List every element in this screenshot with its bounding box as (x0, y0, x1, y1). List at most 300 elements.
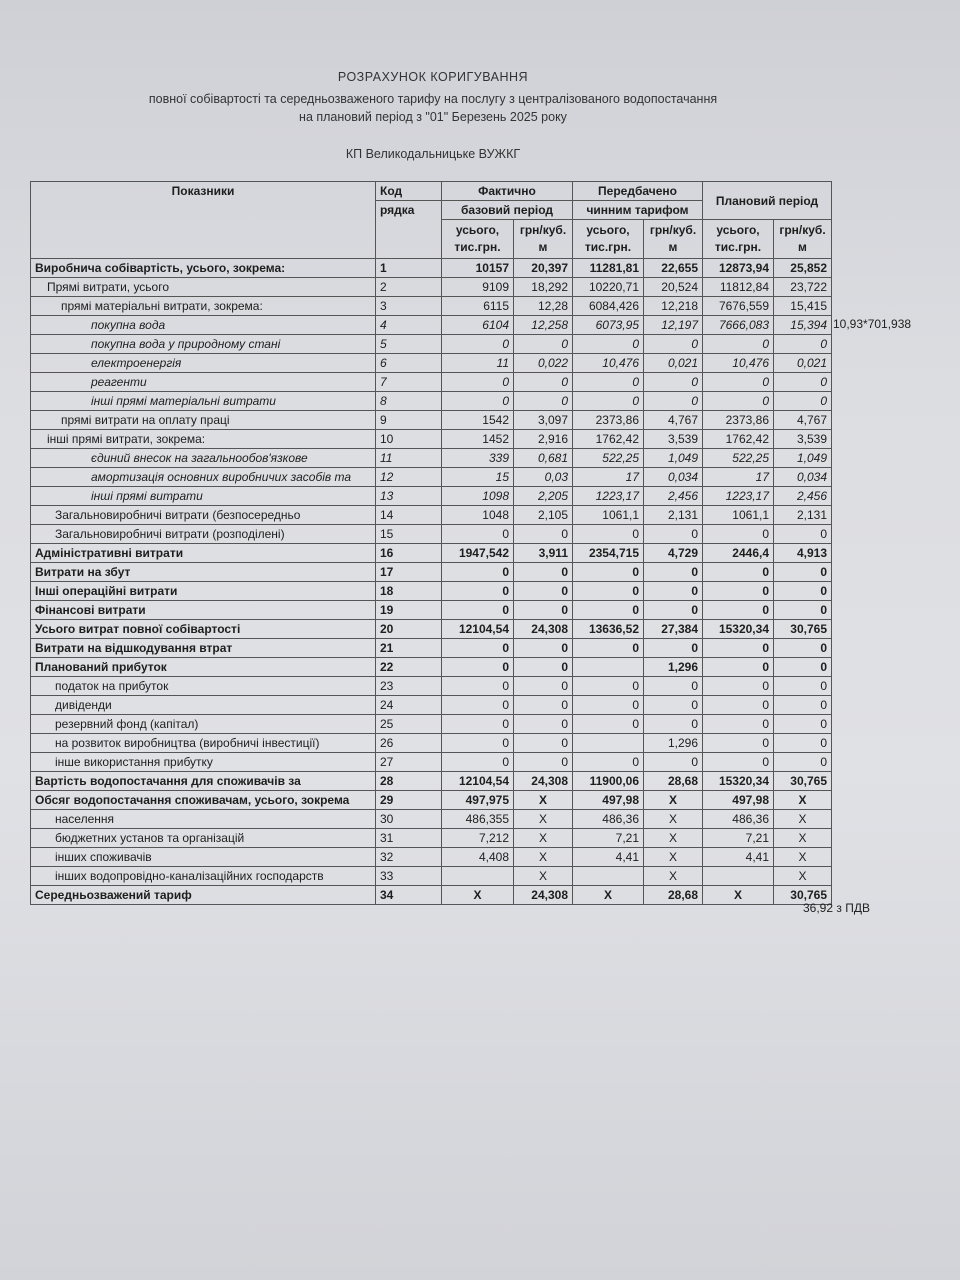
row-value: 3,097 (514, 411, 573, 430)
table-row (31, 373, 832, 392)
row-value: 4,41 (703, 848, 774, 867)
row-value: Х (644, 848, 703, 867)
row-value: 30,765 (774, 772, 832, 791)
row-value: 30,765 (774, 886, 832, 905)
row-value: 0 (644, 753, 703, 772)
row-value: 0 (514, 734, 573, 753)
row-code: 15 (376, 525, 442, 544)
row-label: Адміністративні витрати (31, 544, 376, 563)
row-code: 11 (376, 449, 442, 468)
row-value: 4,41 (573, 848, 644, 867)
row-value: Х (514, 848, 573, 867)
row-label: інше використання прибутку (31, 753, 376, 772)
row-value: Х (573, 886, 644, 905)
row-value: 11281,81 (573, 259, 644, 278)
row-value: 0 (644, 677, 703, 696)
row-value: 0 (703, 677, 774, 696)
row-value: 1,049 (774, 449, 832, 468)
row-value: 4,913 (774, 544, 832, 563)
header-code-line1: Код (380, 184, 403, 198)
row-value: 10,476 (703, 354, 774, 373)
row-value: 1061,1 (573, 506, 644, 525)
row-value: 0 (774, 734, 832, 753)
row-value: 0 (774, 335, 832, 354)
row-value: 6084,426 (573, 297, 644, 316)
table-row (31, 544, 832, 563)
row-value: 2,205 (514, 487, 573, 506)
row-value: 0 (442, 734, 514, 753)
row-label: Витрати на збут (31, 563, 376, 582)
row-label: Середньозважений тариф (31, 886, 376, 905)
row-value: 0 (442, 392, 514, 411)
row-value: 10220,71 (573, 278, 644, 297)
row-label: інші прямі матеріальні витрати (31, 392, 376, 411)
row-value: 0 (442, 658, 514, 677)
cost-calculation-table (30, 181, 832, 905)
row-value: 2,456 (774, 487, 832, 506)
row-value: 0 (774, 715, 832, 734)
row-value: 0 (774, 601, 832, 620)
header-unit-line1: грн/куб. (649, 223, 697, 237)
row-value: 1542 (442, 411, 514, 430)
row-value: 2373,86 (703, 411, 774, 430)
table-row (31, 848, 832, 867)
row-value: 7676,559 (703, 297, 774, 316)
row-value: 0 (703, 601, 774, 620)
row-value: 17 (703, 468, 774, 487)
row-value: 0 (442, 373, 514, 392)
header-actual-line2: базовий період (442, 201, 573, 220)
row-label: населення (31, 810, 376, 829)
row-value: 3,539 (644, 430, 703, 449)
row-value: 28,68 (644, 772, 703, 791)
row-value: Х (644, 829, 703, 848)
row-value: 0 (573, 525, 644, 544)
row-label: Усього витрат повної собівартості (31, 620, 376, 639)
row-value: 0 (644, 601, 703, 620)
row-value: 1098 (442, 487, 514, 506)
row-value: 15,415 (774, 297, 832, 316)
row-value: Х (514, 829, 573, 848)
row-value: 0 (442, 639, 514, 658)
row-value: 12104,54 (442, 772, 514, 791)
row-value: 0,034 (644, 468, 703, 487)
header-code-line2: рядка (376, 201, 442, 259)
row-value: 0 (703, 392, 774, 411)
row-label: Планований прибуток (31, 658, 376, 677)
row-value: 1,296 (644, 658, 703, 677)
table-row (31, 259, 832, 278)
row-value: 0 (573, 563, 644, 582)
row-value: 0 (514, 582, 573, 601)
row-value: 0 (703, 753, 774, 772)
row-code: 28 (376, 772, 442, 791)
row-value: 497,975 (442, 791, 514, 810)
row-code: 21 (376, 639, 442, 658)
row-value: 0 (573, 696, 644, 715)
row-value: 6073,95 (573, 316, 644, 335)
table-row (31, 430, 832, 449)
table-row (31, 487, 832, 506)
row-code: 7 (376, 373, 442, 392)
row-code: 16 (376, 544, 442, 563)
header-unit-line1: грн/куб. (779, 223, 826, 237)
row-code: 29 (376, 791, 442, 810)
row-value: 0 (514, 715, 573, 734)
table-row (31, 867, 832, 886)
header-total-thousand-uah (442, 220, 514, 259)
row-value: 3,539 (774, 430, 832, 449)
row-value: 7666,083 (703, 316, 774, 335)
row-value: 27,384 (644, 620, 703, 639)
table-row (31, 335, 832, 354)
row-value: 4,408 (442, 848, 514, 867)
row-value: 0 (774, 658, 832, 677)
row-value: 17 (573, 468, 644, 487)
table-row (31, 582, 832, 601)
row-label: Прямі витрати, усього (31, 278, 376, 297)
row-value: 0 (703, 582, 774, 601)
row-value: 1,049 (644, 449, 703, 468)
row-label: податок на прибуток (31, 677, 376, 696)
row-value: 1947,542 (442, 544, 514, 563)
row-value: 4,729 (644, 544, 703, 563)
row-value: 0 (442, 753, 514, 772)
header-total-line2: тис.грн. (714, 240, 762, 254)
row-label: єдиний внесок на загальнообов'язкове (31, 449, 376, 468)
row-value: 0 (514, 563, 573, 582)
row-code: 1 (376, 259, 442, 278)
row-value: 1223,17 (703, 487, 774, 506)
table-row (31, 620, 832, 639)
row-label: Виробнича собівартість, усього, зокрема: (31, 259, 376, 278)
row-label: інших водопровідно-каналізаційних господарств (31, 867, 376, 886)
row-label: Інші операційні витрати (31, 582, 376, 601)
row-value: 0 (573, 582, 644, 601)
row-value: 24,308 (514, 772, 573, 791)
row-value: Х (442, 886, 514, 905)
row-value: 0 (442, 715, 514, 734)
row-value: 24,308 (514, 886, 573, 905)
table-row (31, 734, 832, 753)
row-value: 0 (774, 582, 832, 601)
row-value: 23,722 (774, 278, 832, 297)
row-code: 10 (376, 430, 442, 449)
table-row (31, 829, 832, 848)
row-value: 0,021 (644, 354, 703, 373)
table-row (31, 753, 832, 772)
row-code: 27 (376, 753, 442, 772)
table-row (31, 468, 832, 487)
row-code: 19 (376, 601, 442, 620)
row-value (573, 867, 644, 886)
table-row (31, 677, 832, 696)
row-code: 13 (376, 487, 442, 506)
row-code: 3 (376, 297, 442, 316)
row-value: 0 (442, 525, 514, 544)
row-value (573, 734, 644, 753)
row-label: бюджетних установ та організацій (31, 829, 376, 848)
row-code: 4 (376, 316, 442, 335)
row-value: 4,767 (644, 411, 703, 430)
row-label: на розвиток виробництва (виробничі інвестиції) (31, 734, 376, 753)
row-value: Х (774, 829, 832, 848)
row-value: 1048 (442, 506, 514, 525)
row-value: 0 (703, 734, 774, 753)
row-label: інших споживачів (31, 848, 376, 867)
table-row (31, 601, 832, 620)
row-label: покупна вода (31, 316, 376, 335)
row-code: 24 (376, 696, 442, 715)
row-value: 0 (442, 696, 514, 715)
row-value: 12104,54 (442, 620, 514, 639)
header-tariff-line2: чинним тарифом (573, 201, 703, 220)
row-value: 0 (774, 696, 832, 715)
row-value: 15,394 (774, 316, 832, 335)
row-value: Х (774, 791, 832, 810)
header-uah-per-cubic-meter (774, 220, 832, 259)
header-unit-line2: м (668, 240, 678, 254)
row-value: Х (644, 810, 703, 829)
table-row (31, 506, 832, 525)
table-row (31, 696, 832, 715)
row-value: 24,308 (514, 620, 573, 639)
table-row (31, 658, 832, 677)
row-value: Х (774, 848, 832, 867)
row-value: 1452 (442, 430, 514, 449)
row-value: 0 (573, 601, 644, 620)
table-row (31, 791, 832, 810)
row-value: 0 (644, 335, 703, 354)
row-value: Х (774, 867, 832, 886)
row-value: 15 (442, 468, 514, 487)
row-value: 0 (774, 753, 832, 772)
row-value: 0 (514, 392, 573, 411)
row-label: прямі витрати на оплату праці (31, 411, 376, 430)
row-value: 1061,1 (703, 506, 774, 525)
table-body (31, 259, 832, 905)
row-value: 0 (644, 525, 703, 544)
row-value: 0 (514, 335, 573, 354)
row-value: 1762,42 (573, 430, 644, 449)
row-code: 34 (376, 886, 442, 905)
row-value: 12873,94 (703, 259, 774, 278)
row-label: Вартість водопостачання для споживачів за (31, 772, 376, 791)
row-value: 0 (573, 639, 644, 658)
row-code: 8 (376, 392, 442, 411)
side-note: 10,93*701,938 (833, 317, 912, 331)
document-subtitle-2: на плановий період з "01" Березень 2025 року (299, 110, 567, 124)
row-label: інші прямі витрати (31, 487, 376, 506)
row-value: 7,21 (573, 829, 644, 848)
row-value: 20,397 (514, 259, 573, 278)
row-value: 522,25 (703, 449, 774, 468)
row-value: 0,681 (514, 449, 573, 468)
table-row (31, 810, 832, 829)
row-value: Х (644, 791, 703, 810)
row-value: 339 (442, 449, 514, 468)
row-value: 15320,34 (703, 772, 774, 791)
row-value: 0,022 (514, 354, 573, 373)
row-code: 30 (376, 810, 442, 829)
header-indicators: Показники (31, 182, 376, 259)
row-value: 0 (703, 658, 774, 677)
row-code: 5 (376, 335, 442, 354)
row-value: 0 (703, 373, 774, 392)
table-row (31, 639, 832, 658)
row-value: 0 (644, 392, 703, 411)
header-tariff-line1: Передбачено (573, 182, 703, 201)
row-label: інші прямі витрати, зокрема: (31, 430, 376, 449)
document-title: РОЗРАХУНОК КОРИГУВАННЯ (337, 70, 529, 84)
row-code: 17 (376, 563, 442, 582)
row-code: 9 (376, 411, 442, 430)
row-value: 0 (703, 696, 774, 715)
row-label: реагенти (31, 373, 376, 392)
row-value: 6115 (442, 297, 514, 316)
row-value: 22,655 (644, 259, 703, 278)
row-value: 0 (514, 753, 573, 772)
row-value: 486,36 (573, 810, 644, 829)
row-value: 10,476 (573, 354, 644, 373)
row-value: 0 (703, 639, 774, 658)
row-value: 0 (644, 582, 703, 601)
row-value: 2373,86 (573, 411, 644, 430)
row-value: 0 (774, 525, 832, 544)
row-code: 26 (376, 734, 442, 753)
row-value: 0 (573, 753, 644, 772)
foot-note: 36,92 з ПДВ (803, 901, 870, 915)
row-value: Х (514, 867, 573, 886)
header-total-thousand-uah (573, 220, 644, 259)
row-code: 25 (376, 715, 442, 734)
row-value: Х (774, 810, 832, 829)
row-value: 0 (644, 696, 703, 715)
row-value: 7,21 (703, 829, 774, 848)
row-value: 9109 (442, 278, 514, 297)
row-value: 13636,52 (573, 620, 644, 639)
row-value: Х (514, 810, 573, 829)
row-value: 0 (514, 658, 573, 677)
table-row (31, 772, 832, 791)
row-label: Загальновиробничі витрати (безпосередньо (31, 506, 376, 525)
row-value: 486,355 (442, 810, 514, 829)
row-label: Витрати на відшкодування втрат (31, 639, 376, 658)
row-value: 12,258 (514, 316, 573, 335)
row-value: 0 (514, 639, 573, 658)
row-value: 0 (644, 639, 703, 658)
row-value: 0 (703, 525, 774, 544)
row-value: 497,98 (573, 791, 644, 810)
row-value: 2,456 (644, 487, 703, 506)
header-unit-line1: грн/куб. (519, 223, 567, 237)
row-label: резервний фонд (капітал) (31, 715, 376, 734)
row-label: електроенергія (31, 354, 376, 373)
header-total-line2: тис.грн. (584, 240, 632, 254)
row-value: 0 (514, 696, 573, 715)
row-label: Фінансові витрати (31, 601, 376, 620)
organization-name: КП Великодальницьке ВУЖКГ (345, 147, 521, 161)
row-value: 0 (774, 677, 832, 696)
header-actual-line1: Фактично (442, 182, 573, 201)
table-row (31, 354, 832, 373)
row-value: 0 (703, 335, 774, 354)
row-value: 1762,42 (703, 430, 774, 449)
row-value: 1223,17 (573, 487, 644, 506)
header-total-line1: усього, (586, 223, 630, 237)
row-value: 0 (644, 563, 703, 582)
table-row (31, 449, 832, 468)
row-code: 20 (376, 620, 442, 639)
row-value: Х (644, 867, 703, 886)
table-row (31, 411, 832, 430)
row-value: 0,034 (774, 468, 832, 487)
row-value: 2,131 (644, 506, 703, 525)
row-value: 0 (514, 677, 573, 696)
document-subtitle-1: повної собівартості та середньозваженого тарифу на послугу з централізованого водопостачання (148, 92, 718, 106)
row-code: 22 (376, 658, 442, 677)
row-value: 0 (573, 335, 644, 354)
row-value: 1,296 (644, 734, 703, 753)
row-value: 0 (774, 563, 832, 582)
row-value: 25,852 (774, 259, 832, 278)
row-value: 28,68 (644, 886, 703, 905)
row-code: 33 (376, 867, 442, 886)
row-code: 23 (376, 677, 442, 696)
header-code (376, 182, 442, 201)
header-unit-line2: м (538, 240, 548, 254)
table-row (31, 278, 832, 297)
table-row (31, 392, 832, 411)
row-value: 0 (703, 715, 774, 734)
row-value: 0,021 (774, 354, 832, 373)
table-row (31, 316, 832, 335)
row-label: прямі матеріальні витрати, зокрема: (31, 297, 376, 316)
table-row (31, 715, 832, 734)
row-label: амортизація основних виробничих засобів та (31, 468, 376, 487)
row-value: 0 (644, 715, 703, 734)
row-value: Х (703, 886, 774, 905)
header-total-line1: усього, (716, 223, 760, 237)
row-value: 20,524 (644, 278, 703, 297)
row-value: 4,767 (774, 411, 832, 430)
row-value: 0 (703, 563, 774, 582)
row-value: 0 (514, 373, 573, 392)
row-value: 11 (442, 354, 514, 373)
row-label: Загальновиробничі витрати (розподілені) (31, 525, 376, 544)
row-value: 0 (774, 639, 832, 658)
row-value: 11812,84 (703, 278, 774, 297)
row-value: 486,36 (703, 810, 774, 829)
header-unit-line2: м (798, 240, 807, 254)
row-value: 0,03 (514, 468, 573, 487)
row-code: 32 (376, 848, 442, 867)
row-value: 0 (573, 677, 644, 696)
row-value: 0 (644, 373, 703, 392)
header-planned: Плановий період (703, 182, 832, 220)
row-value (573, 658, 644, 677)
row-code: 14 (376, 506, 442, 525)
row-value (703, 867, 774, 886)
row-value (442, 867, 514, 886)
row-value: 2354,715 (573, 544, 644, 563)
row-value: 0 (573, 392, 644, 411)
row-value: 0 (442, 601, 514, 620)
table-row (31, 886, 832, 905)
row-value: 0 (442, 335, 514, 354)
header-uah-per-cubic-meter (514, 220, 573, 259)
row-value: 18,292 (514, 278, 573, 297)
